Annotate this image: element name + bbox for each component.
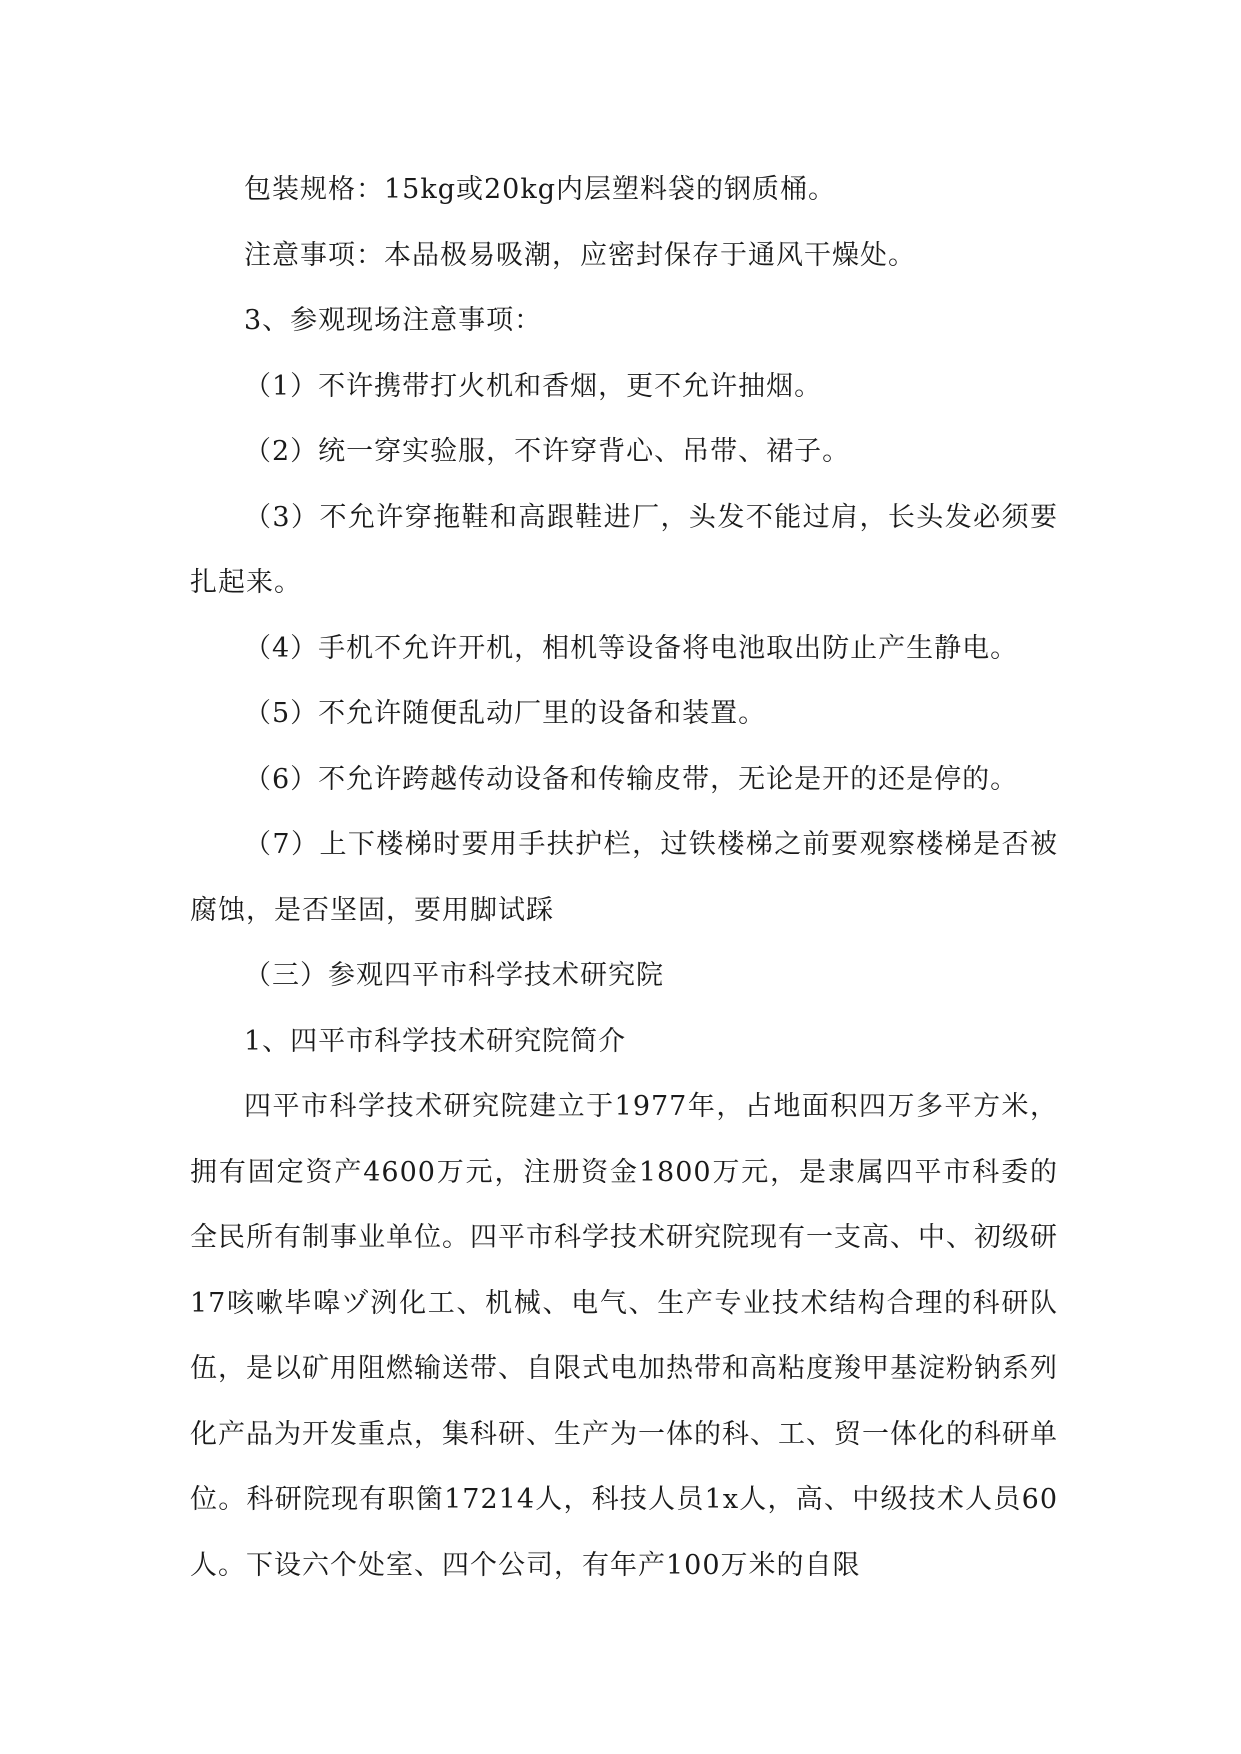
section-heading-institute-visit: （三）参观四平市科学技术研究院 [244, 960, 664, 991]
list-item-rule-4: （4）手机不允许开机，相机等设备将电池取出防止产生静电。 [244, 632, 1019, 664]
list-item-rule-1: （1）不许携带打火机和香烟，更不允许抽烟。 [244, 370, 823, 402]
list-item-rule-2: （2）统一穿实验服，不许穿背心、吊带、裙子。 [244, 436, 851, 467]
paragraph-institute-description: 四平市科学技术研究院建立于1977年，占地面积四万多平方米，拥有固定资产4600万元，注册资金1800万元，是隶属四平市科委的全民所有制事业单位。四平市科学技术研究院现有一支高、中、初级研17咳嗽毕嗥ヅ洌化工、机械、电气、生产专业技术结构合理的科研队伍，是以矿用阻燃输送带、自限式电加热带和高粘度羧甲基淀粉钠系列化产品为开发重点，集科研、生产为一体的科、工、贸一体化的科研单位。科研院现有职箘17214人，科技人员1x人，高、中级技术人员60人。下设六个处室、四个公司，有年产100万米的自限 [190, 1091, 1058, 1581]
section-heading-visit-notes: 3、参观现场注意事项： [244, 305, 543, 336]
list-item-rule-3: （3）不允许穿拖鞋和高跟鞋进厂，头发不能过肩，长头发必须要扎起来。 [190, 501, 1058, 598]
section-heading-institute-intro: 1、四平市科学技术研究院简介 [244, 1025, 627, 1057]
list-item-rule-7: （7）上下楼梯时要用手扶护栏，过铁楼梯之前要观察楼梯是否被腐蚀，是否坚固，要用脚试踩 [190, 829, 1058, 926]
list-item-rule-5: （5）不允许随便乱动厂里的设备和装置。 [244, 698, 767, 729]
paragraph-packaging-spec: 包装规格：15kg或20kg内层塑料袋的钢质桶。 [244, 174, 837, 205]
paragraph-storage-notice: 注意事项：本品极易吸潮，应密封保存于通风干燥处。 [244, 239, 916, 271]
document-body [190, 157, 1058, 1598]
list-item-rule-6: （6）不允许跨越传动设备和传输皮带，无论是开的还是停的。 [244, 763, 1019, 795]
